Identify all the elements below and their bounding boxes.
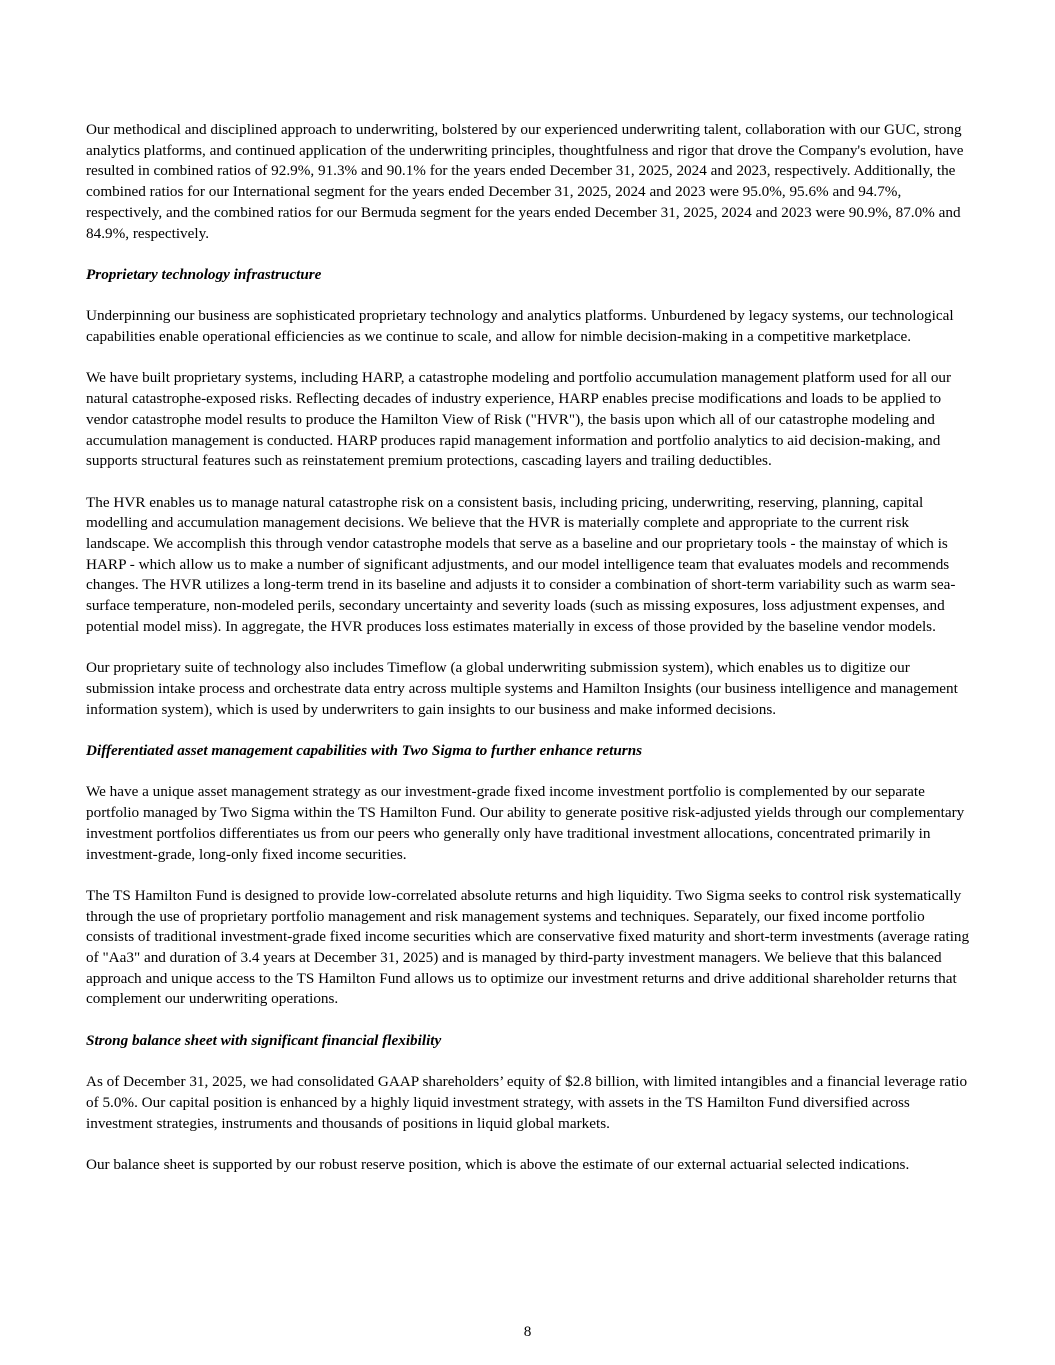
paragraph-harp-system: We have built proprietary systems, including HARP, a catastrophe modeling and portfolio accumulation management platform used for all our natural catastrophe-exposed risks. Reflecting decades of industry experience, HARP enables precise modifications and loads to be applied to vendor catastrophe model results to produce the Hamilton View of Risk ("HVR"), the basis upon which all of our catastrophe modeling and accumulation management is conducted. HARP produces rapid management information and portfolio analytics to aid decision-making, and supports structural features such as reinstatement premium protections, cascading layers and trailing deductibles. — [86, 369, 952, 470]
heading-proprietary-technology: Proprietary technology infrastructure — [86, 265, 322, 283]
paragraph-underwriting-combined-ratios: Our methodical and disciplined approach to underwriting, bolstered by our experienced underwriting talent, collaboration with our GUC, strong analytics platforms, and continued application of the underwriting principles, thoughtfulness and rigor that drove the Company's evolution, have resulted in combined ratios of 92.9%, 91.3% and 90.1% for the years ended December 31, 2025, 2024 and 2023, respectively. Additionally, the combined ratios for our International segment for the years ended December 31, 2025, 2024 and 2023 were 95.0%, 95.6% and 94.7%, respectively, and the combined ratios for our Bermuda segment for the years ended December 31, 2025, 2024 and 2023 were 90.9%, 87.0% and 84.9%, respectively. — [86, 121, 964, 242]
paragraph-ts-hamilton-fund: The TS Hamilton Fund is designed to provide low-correlated absolute returns and high liquidity. Two Sigma seeks to control risk systematically through the use of proprietary portfolio management and risk management systems and techniques. Separately, our fixed income portfolio consists of traditional investment-grade fixed income securities which are conservative fixed maturity and short-term investments (average rating of "Aa3" and duration of 3.4 years at December 31, 2025) and is managed by third-party investment managers. We believe that this balanced approach and unique access to the TS Hamilton Fund allows us to optimize our investment returns and drive additional shareholder returns that complement our underwriting operations. — [86, 886, 970, 1008]
paragraph-reserve-position: Our balance sheet is supported by our robust reserve position, which is above the estimate of our external actuarial selected indications. — [86, 1155, 910, 1173]
heading-asset-management: Differentiated asset management capabilities with Two Sigma to further enhance returns — [86, 742, 643, 759]
paragraph-timeflow: Our proprietary suite of technology also includes Timeflow (a global underwriting submission system), which enables us to digitize our submission intake process and orchestrate data entry across multiple systems and Hamilton Insights (our business intelligence and management information system), which is used by underwriters to gain insights to our business and make informed decisions. — [86, 659, 958, 718]
paragraph-hvr: The HVR enables us to manage natural catastrophe risk on a consistent basis, including pricing, underwriting, reserving, planning, capital modelling and accumulation management decisions. We believe that the HVR is materially complete and appropriate to the current risk landscape. We accomplish this through vendor catastrophe models that serve as a baseline and our proprietary tools - the mainstay of which is HARP - which allow us to make a number of significant adjustments, and our model intelligence team that evaluates models and recommends changes. The HVR utilizes a long-term trend in its baseline and adjusts it to consider a combination of short-term variability such as warm sea-surface temperature, non-modeled perils, secondary uncertainty and severity loads (such as missing exposures, loss adjustment expenses, and potential model miss). In aggregate, the HVR produces loss estimates materially in excess of those provided by the baseline vendor models. — [86, 493, 956, 635]
paragraph-shareholders-equity: As of December 31, 2025, we had consolidated GAAP shareholders’ equity of $2.8 billion, with limited intangibles and a financial leverage ratio of 5.0%. Our capital position is enhanced by a highly liquid investment strategy, with assets in the TS Hamilton Fund diversified across investment strategies, instruments and thousands of positions in liquid global markets. — [86, 1073, 968, 1132]
paragraph-asset-strategy: We have a unique asset management strategy as our investment-grade fixed income investment portfolio is complemented by our separate portfolio managed by Two Sigma within the TS Hamilton Fund. Our ability to generate positive risk-adjusted yields through our complementary investment portfolios differentiates us from our peers who generally only have traditional investment allocations, concentrated primarily in investment-grade, long-only fixed income securities. — [86, 783, 965, 863]
document-page — [86, 120, 972, 1196]
paragraph-technology-platforms: Underpinning our business are sophisticated proprietary technology and analytics platforms. Unburdened by legacy systems, our technological capabilities enable operational efficiencies as we continue to scale, and allow for nimble decision-making in a competitive marketplace. — [86, 307, 954, 345]
heading-balance-sheet: Strong balance sheet with significant financial flexibility — [86, 1031, 442, 1049]
page-number: 8 — [523, 1323, 532, 1340]
